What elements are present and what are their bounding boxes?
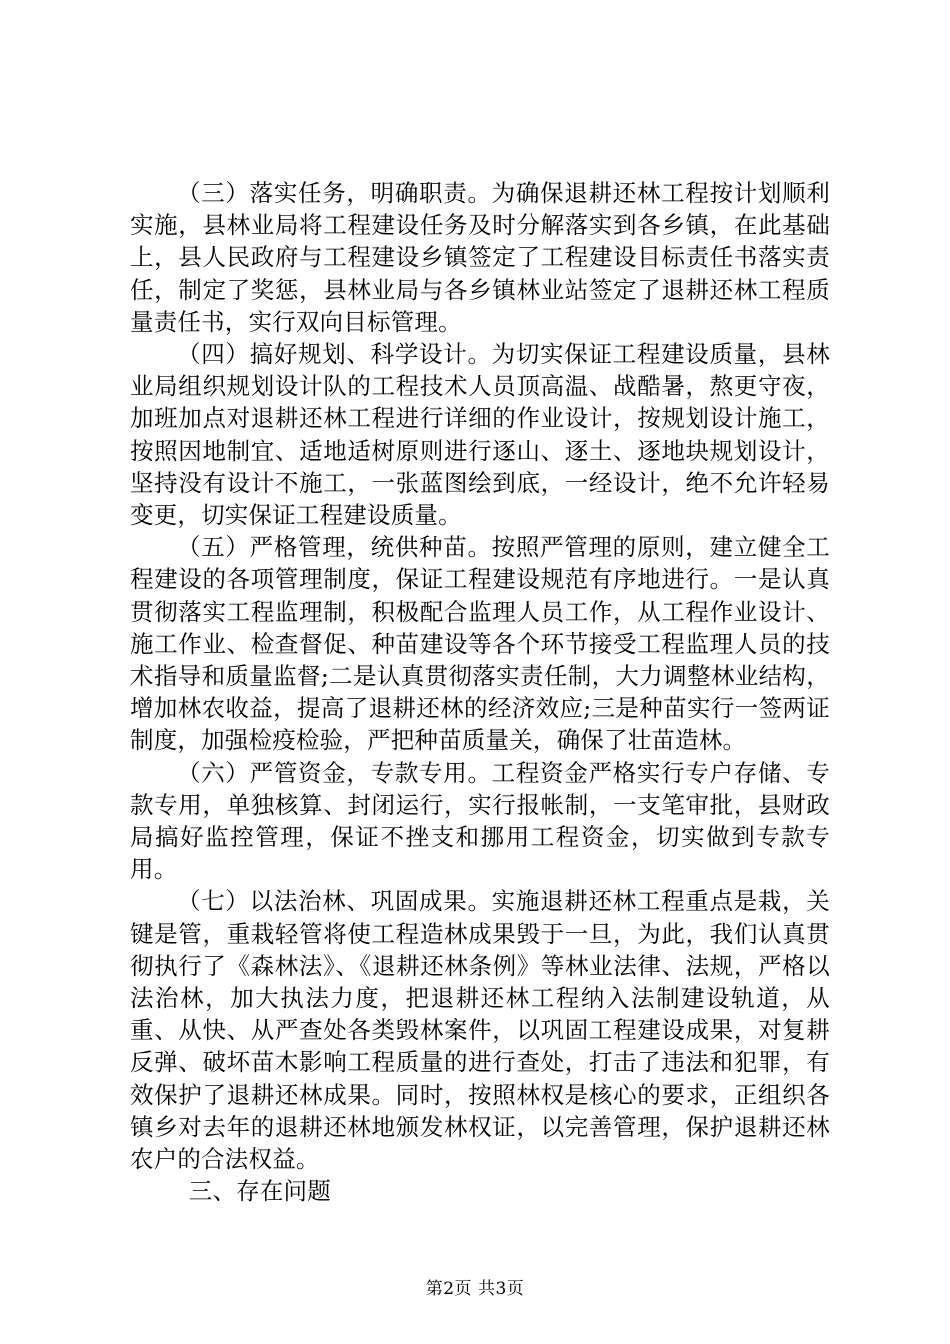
page-footer bbox=[0, 1278, 950, 1300]
document-body bbox=[130, 177, 830, 1208]
paragraph-strict-management: （五）严格管理，统供种苗。按照严管理的原则，建立健全工程建设的各项管理制度，保证工程建设规范有序地进行。一是认真贯彻落实工程监理制，积极配合监理人员工作，从工程作业设计、施工作业、检查督促、种苗建设等各个环节接受工程监理人员的技术指导和质量监督;二是认真贯彻落实责任制，大力调整林业结构，增加林农收益，提高了退耕还林的经济效应;三是种苗实行一签两证制度，加强检疫检验，严把种苗质量关，确保了壮苗造林。 bbox=[130, 533, 830, 755]
page-indicator: 第2页 共3页 bbox=[425, 1279, 525, 1299]
paragraph-planning-design: （四）搞好规划、科学设计。为切实保证工程建设质量，县林业局组织规划设计队的工程技术人员顶高温、战酷暑，熬更守夜，加班加点对退耕还林工程进行详细的作业设计，按规划设计施工，按照因地制宜、适地适树原则进行逐山、逐土、逐地块规划设计，坚持没有设计不施工，一张蓝图绘到底，一经设计，绝不允许轻易变更，切实保证工程建设质量。 bbox=[130, 340, 830, 530]
section-heading: 三、存在问题 bbox=[188, 1177, 331, 1206]
paragraph-rule-of-law: （七）以法治林、巩固成果。实施退耕还林工程重点是栽，关键是管，重栽轻管将使工程造林成果毁于一旦，为此，我们认真贯彻执行了《森林法》、《退耕还林条例》等林业法律、法规，严格以法治林，加大执法力度，把退耕还林工程纳入法制建设轨道，从重、从快、从严查处各类毁林案件，以巩固工程建设成果，对复耕反弹、破坏苗木影响工程质量的进行查处，打击了违法和犯罪，有效保护了退耕还林成果。同时，按照林权是核心的要求，正组织各镇乡对去年的退耕还林地颁发林权证，以完善管理，保护退耕还林农户的合法权益。 bbox=[130, 887, 830, 1174]
paragraph-implement-tasks: （三）落实任务，明确职责。为确保退耕还林工程按计划顺利实施，县林业局将工程建设任务及时分解落实到各乡镇，在此基础上，县人民政府与工程建设乡镇签定了工程建设目标责任书落实责任，制定了奖惩，县林业局与各乡镇林业站签定了退耕还林工程质量责任书，实行双向目标管理。 bbox=[130, 179, 830, 336]
paragraph-fund-management: （六）严管资金，专款专用。工程资金严格实行专户存储、专款专用，单独核算、封闭运行，实行报帐制，一支笔审批，县财政局搞好监控管理，保证不挫支和挪用工程资金，切实做到专款专用。 bbox=[130, 758, 830, 884]
